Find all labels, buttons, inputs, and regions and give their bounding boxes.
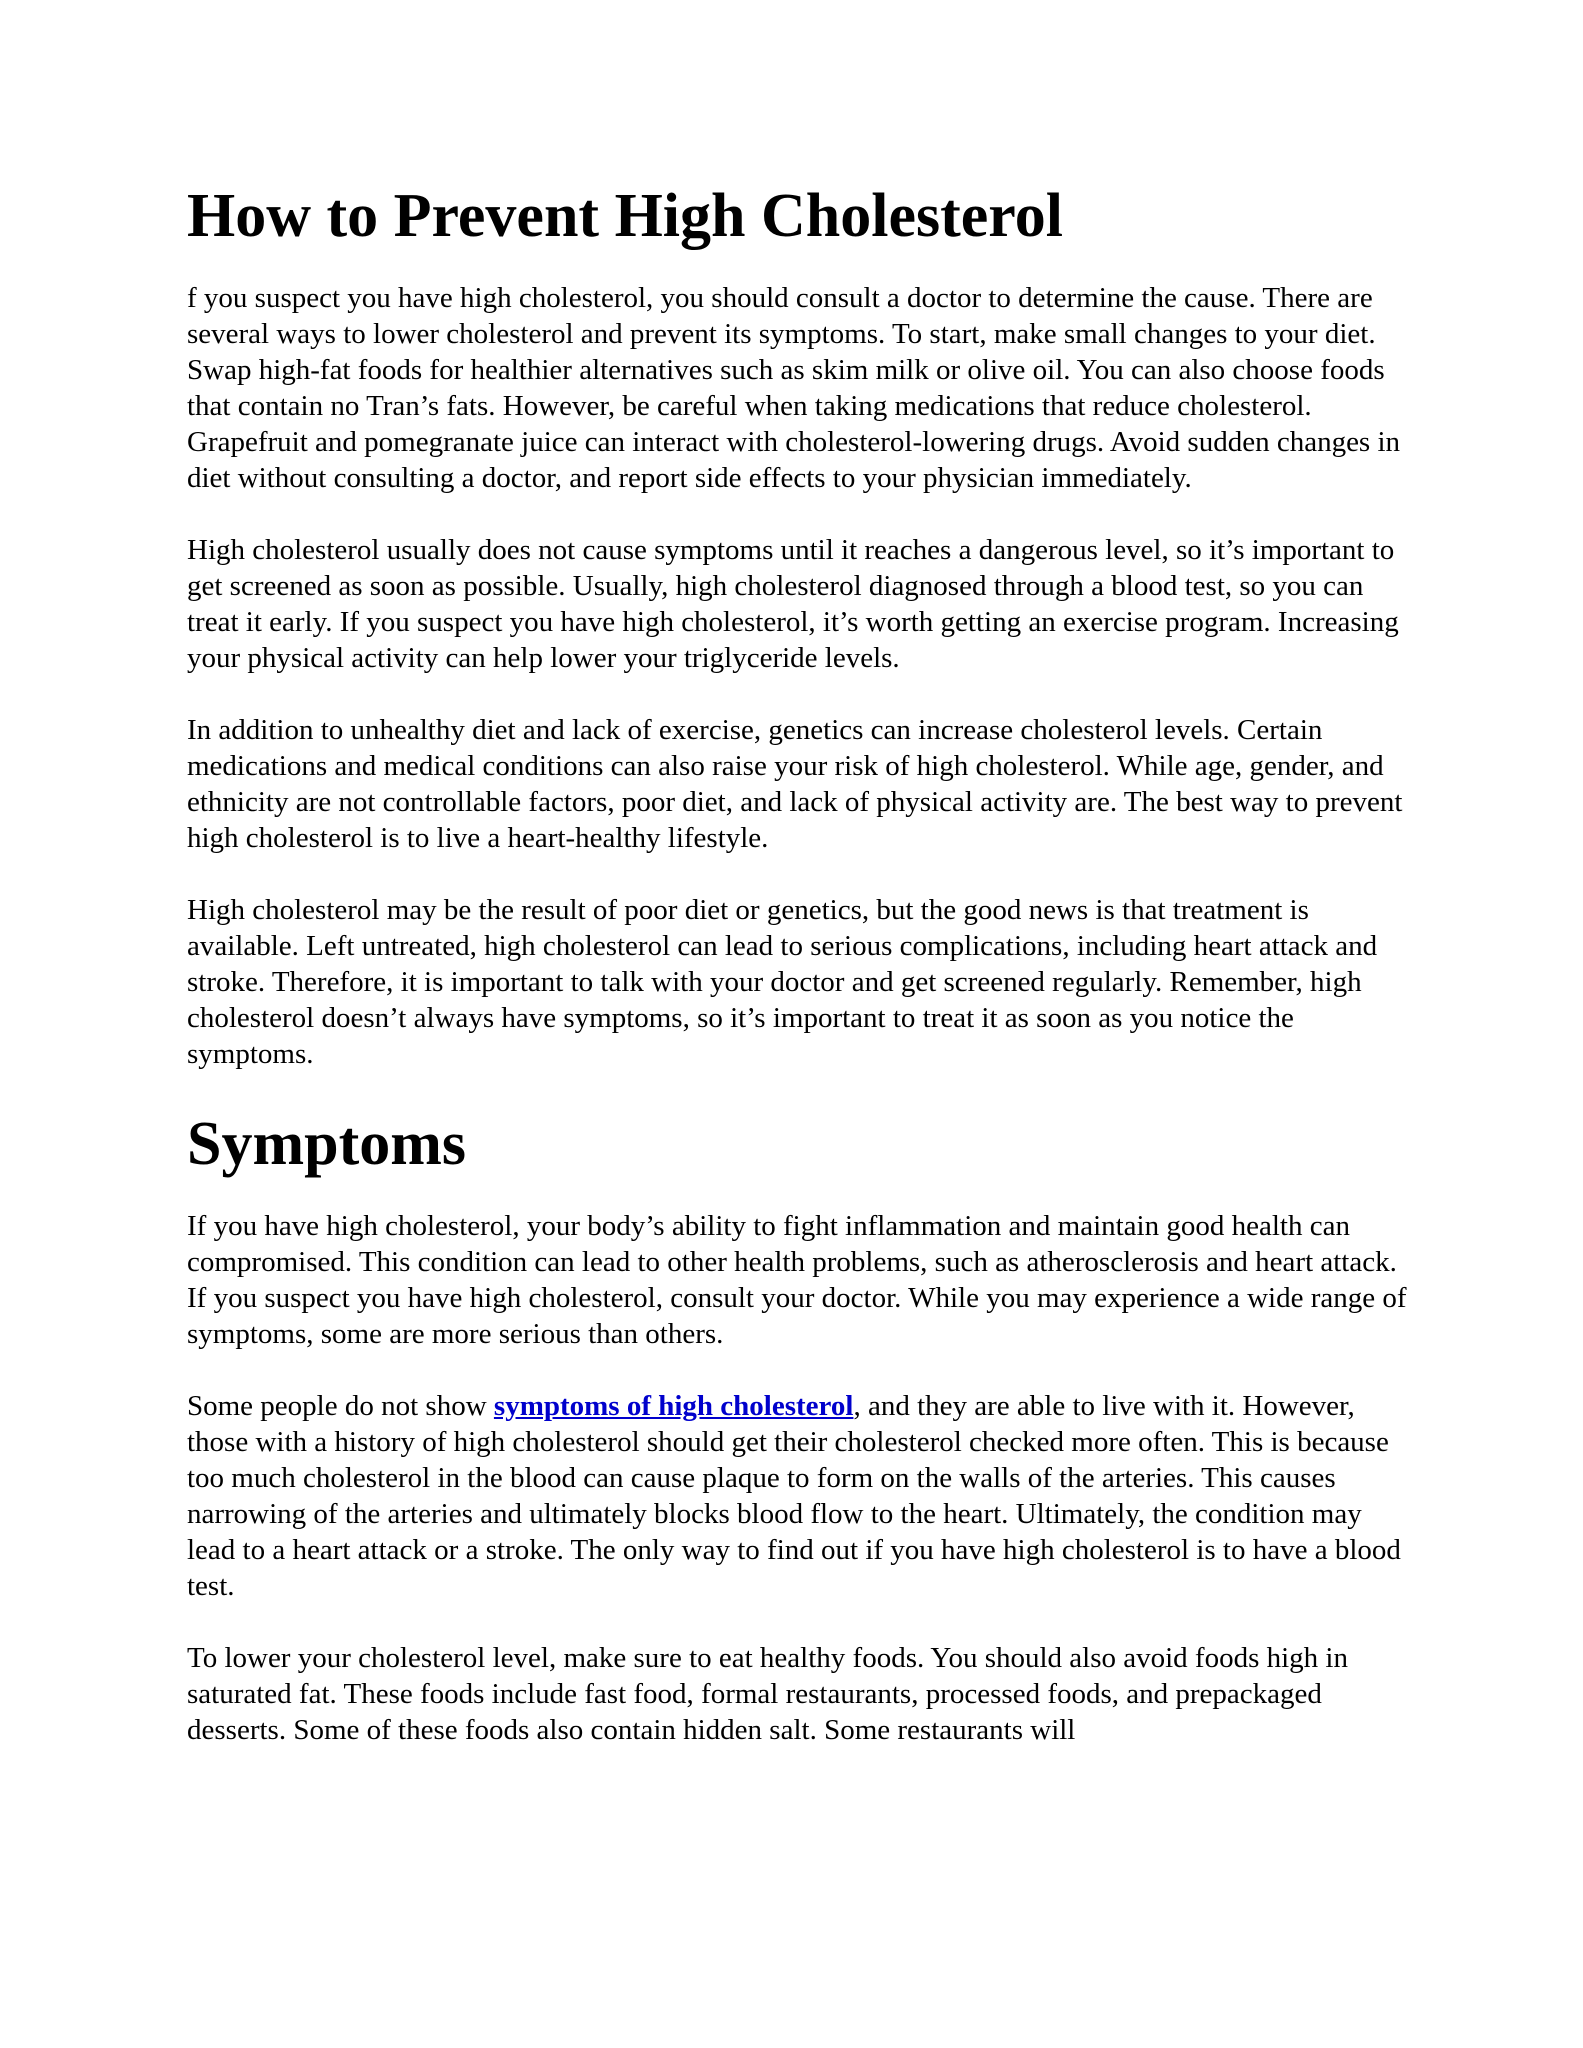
page-title: How to Prevent High Cholesterol (187, 182, 1063, 250)
intro-paragraph-3: In addition to unhealthy diet and lack of exercise, genetics can increase cholesterol levels. Certain medications and medical conditions can also raise your risk of high cholesterol. While age, gender, and ethnicity are not controllable factors, poor diet, and lack of physical activity are. The best way to prevent high cholesterol is to live a heart-healthy lifestyle. (187, 714, 1403, 854)
intro-paragraph-4: High cholesterol may be the result of poor diet or genetics, but the good news is that treatment is available. Left untreated, high cholesterol can lead to serious complications, including heart attack and stroke. Therefore, it is important to talk with your doctor and get screened regularly. Remember, high cholesterol doesn’t always have symptoms, so it’s important to treat it as soon as you notice the symptoms. (187, 894, 1378, 1070)
symptoms-heading: Symptoms (187, 1110, 467, 1178)
paragraph-text-before-link: Some people do not show (187, 1390, 494, 1422)
document-page (187, 180, 1407, 1784)
intro-paragraph-1: f you suspect you have high cholesterol, you should consult a doctor to determine the cause. There are several ways to lower cholesterol and prevent its symptoms. To start, make small changes to your diet. Swap high-fat foods for healthier alternatives such as skim milk or olive oil. You can also choose foods that contain no Tran’s fats. However, be careful when taking medications that reduce cholesterol. Grapefruit and pomegranate juice can interact with cholesterol-lowering drugs. Avoid sudden changes in diet without consulting a doctor, and report side effects to your physician immediately. (187, 282, 1401, 494)
intro-paragraph-2: High cholesterol usually does not cause symptoms until it reaches a dangerous level, so it’s important to get screened as soon as possible. Usually, high cholesterol diagnosed through a blood test, so you can treat it early. If you suspect you have high cholesterol, it’s worth getting an exercise program. Increasing your physical activity can help lower your triglyceride levels. (187, 534, 1399, 674)
symptoms-link[interactable]: symptoms of high cholesterol (493, 1390, 854, 1422)
paragraph-text-after-link: , and they are able to live with it. However, those with a history of high cholesterol should get their cholesterol checked more often. This is because too much cholesterol in the blood can cause plaque to form on the walls of the arteries. This causes narrowing of the arteries and ultimately blocks blood flow to the heart. Ultimately, the condition may lead to a heart attack or a stroke. The only way to find out if you have high cholesterol is to have a blood test. (187, 1390, 1401, 1602)
symptoms-paragraph-3: To lower your cholesterol level, make sure to eat healthy foods. You should also avoid foods high in saturated fat. These foods include fast food, formal restaurants, processed foods, and prepackaged desserts. Some of these foods also contain hidden salt. Some restaurants will (187, 1642, 1348, 1746)
symptoms-paragraph-2 (187, 1388, 1407, 1604)
symptoms-paragraph-1: If you have high cholesterol, your body’s ability to fight inflammation and maintain good health can compromised. This condition can lead to other health problems, such as atherosclerosis and heart attack. If you suspect you have high cholesterol, consult your doctor. While you may experience a wide range of symptoms, some are more serious than others. (187, 1210, 1407, 1350)
